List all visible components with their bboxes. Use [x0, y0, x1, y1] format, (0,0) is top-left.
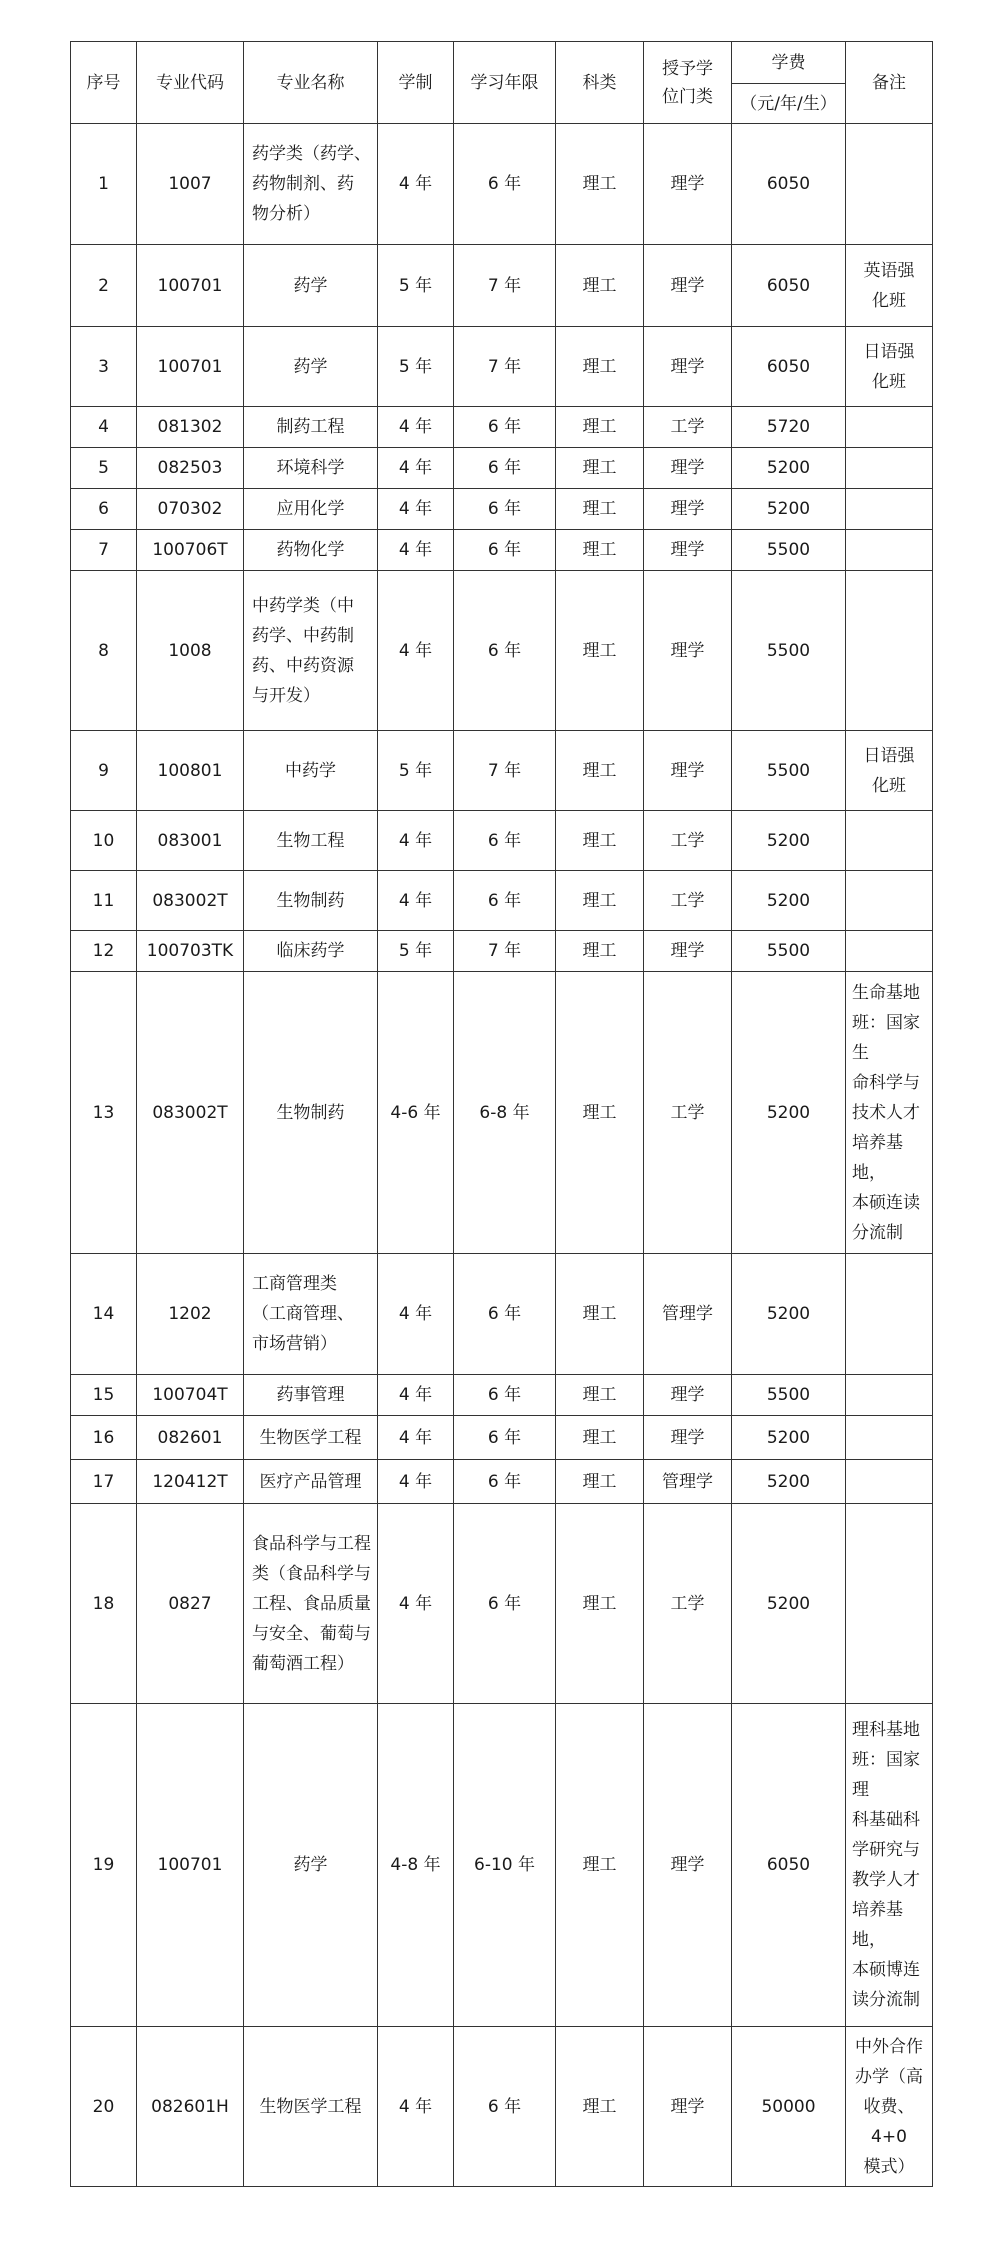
cell-name: 生物制药 [244, 972, 378, 1254]
table-row [71, 972, 933, 1254]
cell-degree: 管理学 [644, 1254, 732, 1375]
cell-name: 生物医学工程 [244, 2027, 378, 2187]
cell-degree: 理学 [644, 327, 732, 407]
cell-system: 4 年 [378, 811, 454, 871]
cell-fee: 5500 [732, 530, 846, 571]
cell-seq: 15 [71, 1375, 137, 1416]
cell-fee: 50000 [732, 2027, 846, 2187]
cell-fee: 6050 [732, 1704, 846, 2027]
cell-name: 生物工程 [244, 811, 378, 871]
cell-code: 100801 [137, 731, 244, 811]
cell-note [846, 871, 933, 931]
header-fee: 学费 [732, 42, 846, 84]
cell-name: 环境科学 [244, 448, 378, 489]
table-row [71, 1416, 933, 1460]
cell-seq: 16 [71, 1416, 137, 1460]
cell-fee: 5200 [732, 972, 846, 1254]
table-row [71, 871, 933, 931]
cell-category: 理工 [556, 571, 644, 731]
cell-years: 6 年 [454, 407, 556, 448]
cell-seq: 11 [71, 871, 137, 931]
header-category: 科类 [556, 42, 644, 124]
cell-fee: 5200 [732, 448, 846, 489]
cell-category: 理工 [556, 407, 644, 448]
cell-code: 120412T [137, 1460, 244, 1504]
table-row [71, 811, 933, 871]
cell-system: 4 年 [378, 1504, 454, 1704]
cell-note [846, 571, 933, 731]
cell-years: 6 年 [454, 1254, 556, 1375]
table-row [71, 1704, 933, 2027]
cell-code: 1007 [137, 124, 244, 245]
cell-seq: 20 [71, 2027, 137, 2187]
header-years: 学习年限 [454, 42, 556, 124]
cell-system: 4 年 [378, 448, 454, 489]
cell-years: 6 年 [454, 811, 556, 871]
cell-system: 4 年 [378, 124, 454, 245]
cell-seq: 13 [71, 972, 137, 1254]
cell-fee: 5500 [732, 731, 846, 811]
cell-category: 理工 [556, 1375, 644, 1416]
cell-category: 理工 [556, 871, 644, 931]
cell-category: 理工 [556, 811, 644, 871]
cell-category: 理工 [556, 972, 644, 1254]
cell-note: 日语强 化班 [846, 327, 933, 407]
cell-years: 7 年 [454, 327, 556, 407]
cell-name: 工商管理类 （工商管理、 市场营销） [244, 1254, 378, 1375]
table-row [71, 1254, 933, 1375]
cell-system: 4 年 [378, 530, 454, 571]
cell-system: 4-6 年 [378, 972, 454, 1254]
cell-system: 4 年 [378, 571, 454, 731]
table-row [71, 571, 933, 731]
cell-system: 4 年 [378, 2027, 454, 2187]
cell-name: 应用化学 [244, 489, 378, 530]
cell-category: 理工 [556, 731, 644, 811]
cell-note [846, 1504, 933, 1704]
cell-category: 理工 [556, 124, 644, 245]
cell-degree: 工学 [644, 871, 732, 931]
cell-years: 6 年 [454, 1416, 556, 1460]
cell-seq: 2 [71, 245, 137, 327]
cell-years: 6-10 年 [454, 1704, 556, 2027]
cell-category: 理工 [556, 327, 644, 407]
cell-fee: 5200 [732, 1504, 846, 1704]
cell-fee: 5720 [732, 407, 846, 448]
cell-years: 6 年 [454, 530, 556, 571]
cell-category: 理工 [556, 1704, 644, 2027]
cell-note [846, 811, 933, 871]
cell-degree: 工学 [644, 811, 732, 871]
table-row [71, 530, 933, 571]
cell-category: 理工 [556, 530, 644, 571]
cell-code: 100703TK [137, 931, 244, 972]
cell-system: 4 年 [378, 1375, 454, 1416]
cell-fee: 5200 [732, 871, 846, 931]
cell-name: 制药工程 [244, 407, 378, 448]
cell-seq: 7 [71, 530, 137, 571]
cell-note [846, 124, 933, 245]
cell-name: 食品科学与工程 类（食品科学与 工程、食品质量 与安全、葡萄与 葡萄酒工程） [244, 1504, 378, 1704]
cell-system: 4 年 [378, 871, 454, 931]
cell-category: 理工 [556, 1460, 644, 1504]
cell-code: 082503 [137, 448, 244, 489]
cell-seq: 5 [71, 448, 137, 489]
cell-seq: 10 [71, 811, 137, 871]
cell-fee: 5200 [732, 489, 846, 530]
cell-system: 4 年 [378, 489, 454, 530]
header-fee-unit: （元/年/生） [732, 84, 846, 124]
cell-name: 药学 [244, 327, 378, 407]
cell-years: 6 年 [454, 448, 556, 489]
header-name: 专业名称 [244, 42, 378, 124]
cell-note [846, 1460, 933, 1504]
cell-code: 070302 [137, 489, 244, 530]
cell-degree: 理学 [644, 731, 732, 811]
cell-category: 理工 [556, 1504, 644, 1704]
table-row [71, 1460, 933, 1504]
cell-fee: 5500 [732, 1375, 846, 1416]
cell-code: 083002T [137, 871, 244, 931]
cell-degree: 工学 [644, 1504, 732, 1704]
table-row [71, 489, 933, 530]
cell-system: 4 年 [378, 407, 454, 448]
cell-fee: 5200 [732, 1254, 846, 1375]
cell-degree: 工学 [644, 407, 732, 448]
cell-category: 理工 [556, 1254, 644, 1375]
cell-code: 100706T [137, 530, 244, 571]
cell-seq: 8 [71, 571, 137, 731]
cell-years: 6 年 [454, 1504, 556, 1704]
cell-years: 6 年 [454, 871, 556, 931]
cell-note: 英语强 化班 [846, 245, 933, 327]
cell-note [846, 1375, 933, 1416]
cell-code: 100701 [137, 1704, 244, 2027]
cell-seq: 6 [71, 489, 137, 530]
cell-years: 6 年 [454, 1460, 556, 1504]
cell-years: 6 年 [454, 571, 556, 731]
cell-name: 药学 [244, 1704, 378, 2027]
table-row [71, 1504, 933, 1704]
cell-degree: 理学 [644, 489, 732, 530]
cell-system: 5 年 [378, 245, 454, 327]
cell-years: 6 年 [454, 489, 556, 530]
cell-degree: 理学 [644, 1375, 732, 1416]
header-degree: 授予学 位门类 [644, 42, 732, 124]
cell-fee: 5200 [732, 1416, 846, 1460]
cell-years: 6 年 [454, 2027, 556, 2187]
cell-category: 理工 [556, 448, 644, 489]
cell-code: 100701 [137, 245, 244, 327]
cell-seq: 12 [71, 931, 137, 972]
cell-category: 理工 [556, 2027, 644, 2187]
cell-code: 082601 [137, 1416, 244, 1460]
cell-seq: 1 [71, 124, 137, 245]
cell-note: 生命基地 班：国家生 命科学与 技术人才 培养基地， 本硕连读 分流制 [846, 972, 933, 1254]
cell-note: 日语强 化班 [846, 731, 933, 811]
cell-seq: 14 [71, 1254, 137, 1375]
cell-code: 0827 [137, 1504, 244, 1704]
cell-note [846, 489, 933, 530]
cell-system: 4 年 [378, 1416, 454, 1460]
cell-system: 5 年 [378, 731, 454, 811]
cell-degree: 工学 [644, 972, 732, 1254]
cell-fee: 5200 [732, 811, 846, 871]
header-code: 专业代码 [137, 42, 244, 124]
cell-name: 药物化学 [244, 530, 378, 571]
table-row [71, 1375, 933, 1416]
cell-code: 083001 [137, 811, 244, 871]
cell-name: 药事管理 [244, 1375, 378, 1416]
table-row [71, 2027, 933, 2187]
table-row [71, 407, 933, 448]
cell-name: 医疗产品管理 [244, 1460, 378, 1504]
cell-fee: 6050 [732, 245, 846, 327]
header-note: 备注 [846, 42, 933, 124]
cell-seq: 19 [71, 1704, 137, 2027]
table-header [71, 42, 933, 124]
cell-code: 100701 [137, 327, 244, 407]
cell-name: 生物制药 [244, 871, 378, 931]
cell-years: 7 年 [454, 931, 556, 972]
cell-fee: 5500 [732, 931, 846, 972]
cell-note [846, 530, 933, 571]
cell-note [846, 448, 933, 489]
cell-note: 中外合作 办学（高 收费、4+0 模式） [846, 2027, 933, 2187]
cell-category: 理工 [556, 489, 644, 530]
cell-degree: 管理学 [644, 1460, 732, 1504]
cell-degree: 理学 [644, 931, 732, 972]
table-row [71, 931, 933, 972]
cell-name: 临床药学 [244, 931, 378, 972]
cell-system: 4 年 [378, 1460, 454, 1504]
cell-name: 生物医学工程 [244, 1416, 378, 1460]
cell-category: 理工 [556, 931, 644, 972]
cell-years: 6 年 [454, 124, 556, 245]
cell-seq: 18 [71, 1504, 137, 1704]
cell-seq: 4 [71, 407, 137, 448]
cell-system: 4-8 年 [378, 1704, 454, 2027]
cell-category: 理工 [556, 245, 644, 327]
cell-degree: 理学 [644, 245, 732, 327]
cell-code: 082601H [137, 2027, 244, 2187]
cell-years: 6 年 [454, 1375, 556, 1416]
cell-degree: 理学 [644, 530, 732, 571]
table-row [71, 245, 933, 327]
cell-note [846, 1416, 933, 1460]
cell-degree: 理学 [644, 1704, 732, 2027]
cell-note [846, 1254, 933, 1375]
cell-seq: 3 [71, 327, 137, 407]
cell-years: 7 年 [454, 731, 556, 811]
cell-code: 083002T [137, 972, 244, 1254]
table-row [71, 731, 933, 811]
major-table [70, 41, 933, 2187]
cell-note: 理科基地 班：国家理 科基础科 学研究与 教学人才 培养基地， 本硕博连 读分流制 [846, 1704, 933, 2027]
cell-fee: 6050 [732, 124, 846, 245]
cell-seq: 9 [71, 731, 137, 811]
cell-fee: 5200 [732, 1460, 846, 1504]
cell-system: 5 年 [378, 327, 454, 407]
cell-code: 1008 [137, 571, 244, 731]
cell-degree: 理学 [644, 448, 732, 489]
cell-system: 4 年 [378, 1254, 454, 1375]
cell-code: 1202 [137, 1254, 244, 1375]
cell-years: 7 年 [454, 245, 556, 327]
table-row [71, 448, 933, 489]
cell-note [846, 407, 933, 448]
cell-fee: 5500 [732, 571, 846, 731]
table-row [71, 327, 933, 407]
cell-name: 中药学 [244, 731, 378, 811]
cell-name: 药学 [244, 245, 378, 327]
cell-degree: 理学 [644, 1416, 732, 1460]
cell-name: 中药学类（中 药学、中药制 药、中药资源 与开发） [244, 571, 378, 731]
cell-code: 081302 [137, 407, 244, 448]
cell-degree: 理学 [644, 2027, 732, 2187]
cell-fee: 6050 [732, 327, 846, 407]
header-seq: 序号 [71, 42, 137, 124]
header-system: 学制 [378, 42, 454, 124]
cell-system: 5 年 [378, 931, 454, 972]
table-row [71, 124, 933, 245]
cell-degree: 理学 [644, 124, 732, 245]
cell-note [846, 931, 933, 972]
cell-name: 药学类（药学、 药物制剂、药 物分析） [244, 124, 378, 245]
cell-seq: 17 [71, 1460, 137, 1504]
cell-degree: 理学 [644, 571, 732, 731]
cell-code: 100704T [137, 1375, 244, 1416]
cell-category: 理工 [556, 1416, 644, 1460]
table-body [71, 124, 933, 2187]
cell-years: 6-8 年 [454, 972, 556, 1254]
